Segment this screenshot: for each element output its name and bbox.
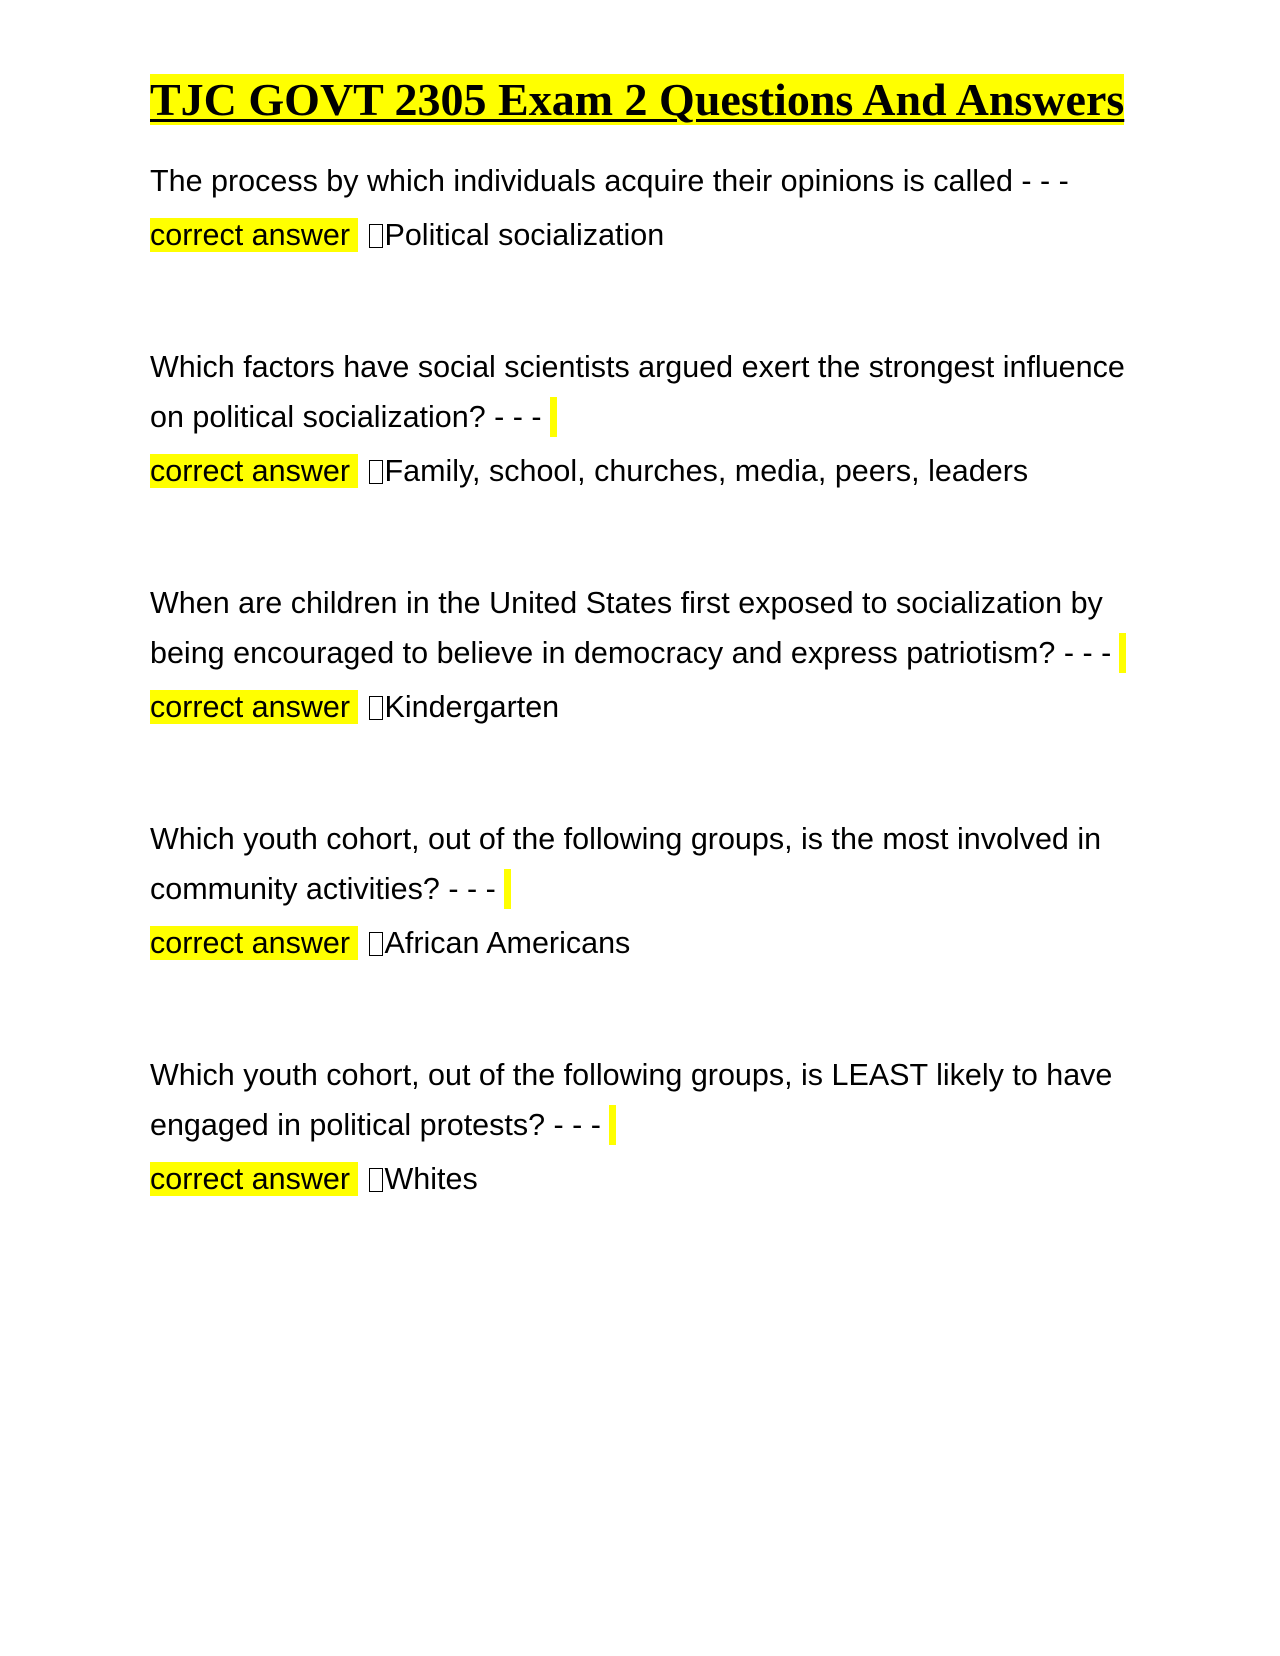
qa-item (150, 578, 1150, 732)
answer-label: correct answer (150, 454, 358, 488)
answer-text: Kindergarten (384, 690, 560, 724)
question-text (150, 814, 1150, 914)
answer-label: correct answer (150, 690, 358, 724)
qa-item (150, 1050, 1150, 1204)
question-text (150, 156, 1150, 206)
box-glyph-icon (369, 224, 383, 248)
highlight-marker (550, 397, 557, 437)
question-label: Which youth cohort, out of the following groups, is LEAST likely to have engaged in political protests? - - - (150, 1058, 1113, 1142)
answer-text: Family, school, churches, media, peers, leaders (384, 454, 1029, 488)
spacer (150, 496, 1150, 578)
answer-line (150, 446, 1150, 496)
page-title (150, 72, 1150, 128)
question-text (150, 578, 1150, 678)
box-glyph-icon (369, 1168, 383, 1192)
title-text: TJC GOVT 2305 Exam 2 Questions And Answers (150, 74, 1125, 125)
highlight-marker (504, 869, 511, 909)
box-glyph-icon (369, 932, 383, 956)
answer-line (150, 1154, 1150, 1204)
document-page (150, 72, 1150, 1204)
answer-text: Political socialization (384, 218, 665, 252)
qa-list (150, 156, 1150, 1204)
qa-item (150, 342, 1150, 496)
box-glyph-icon (369, 696, 383, 720)
spacer (150, 732, 1150, 814)
answer-label: correct answer (150, 926, 358, 960)
qa-item (150, 156, 1150, 260)
highlight-marker (1119, 633, 1126, 673)
answer-label: correct answer (150, 218, 358, 252)
question-label: Which youth cohort, out of the following groups, is the most involved in community activities? - - - (150, 822, 1102, 906)
answer-line (150, 918, 1150, 968)
question-label: The process by which individuals acquire their opinions is called - - - (150, 164, 1069, 198)
question-text (150, 342, 1150, 442)
answer-text: Whites (384, 1162, 478, 1196)
answer-label: correct answer (150, 1162, 358, 1196)
answer-line (150, 682, 1150, 732)
qa-item (150, 814, 1150, 968)
highlight-marker (609, 1105, 616, 1145)
box-glyph-icon (369, 460, 383, 484)
question-text (150, 1050, 1150, 1150)
question-label: When are children in the United States first exposed to socialization by being encouraged to believe in democracy and express patriotism? - - - (150, 586, 1112, 670)
answer-line (150, 210, 1150, 260)
question-label: Which factors have social scientists argued exert the strongest influence on political socialization? - - - (150, 350, 1125, 434)
spacer (150, 260, 1150, 342)
answer-text: African Americans (384, 926, 631, 960)
spacer (150, 968, 1150, 1050)
